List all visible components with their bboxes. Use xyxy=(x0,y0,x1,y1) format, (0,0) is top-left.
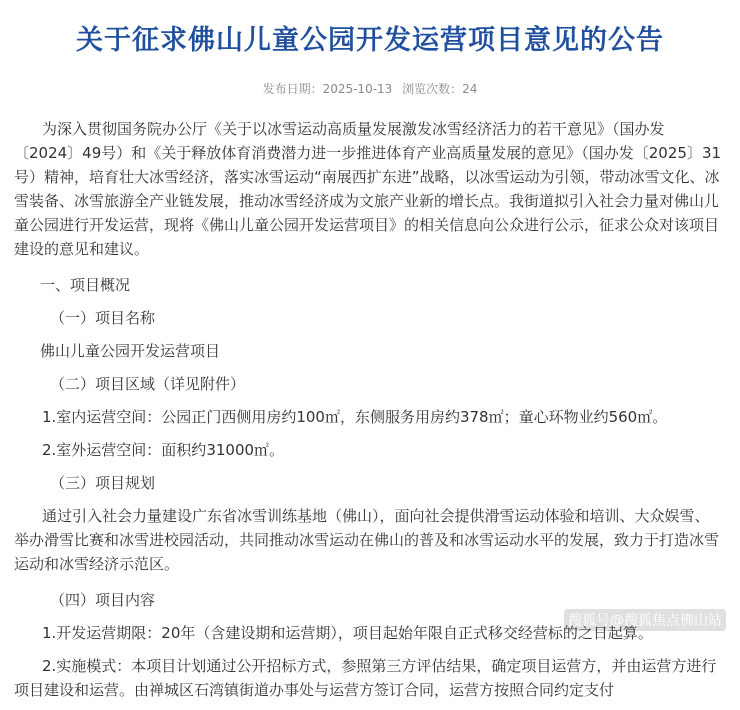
project-plan-heading: （三）项目规划 xyxy=(50,474,156,492)
publish-date: 发布日期：2025-10-13 xyxy=(262,82,393,96)
project-plan-text: 通过引入社会力量建设广东省冰雪训练基地（佛山），面向社会提供滑雪运动体验和培训、大众娱雪、举办滑雪比赛和冰雪进校园活动，共同推动冰雪运动在佛山的普及和冰雪运动水平的发展，致力于打造冰雪运动和冰雪经济示范区。 xyxy=(14,507,720,573)
project-area-heading: （二）项目区域（详见附件） xyxy=(50,375,246,393)
watermark: 搜狐号@搜狐焦点佛山站 xyxy=(564,609,726,631)
project-content-term: 1.开发运营期限：20年（含建设期和运营期），项目起始年限自正式移交经营标的之日起算。 xyxy=(42,624,653,642)
intro-paragraph: 为深入贯彻国务院办公厅《关于以冰雪运动高质量发展激发冰雪经济活力的若干意见》（国办发〔2024〕49号）和《关于释放体育消费潜力进一步推进体育产业高质量发展的意见》（国办发〔2025〕31号）精神，培育壮大冰雪经济，落实冰雪运动“南展西扩东进”战略，以冰雪运动为引领，带动冰雪文化、冰雪装备、冰雪旅游全产业链发展，推动冰雪经济成为文旅产业新的增长点。我街道拟引入社会力量对佛山儿童公园进行开发运营，现将《佛山儿童公园开发运营项目》的相关信息向公众进行公示，征求公众对该项目建设的意见和建议。 xyxy=(14,120,722,258)
project-name-heading: （一）项目名称 xyxy=(50,309,156,327)
project-content-heading: （四）项目内容 xyxy=(50,591,156,609)
project-area-indoor: 1.室内运营空间：公园正门西侧用房约100㎡，东侧服务用房约378㎡；童心环物业约560㎡。 xyxy=(42,408,668,426)
project-content-mode: 2.实施模式：本项目计划通过公开招标方式，参照第三方评估结果，确定项目运营方，并由运营方进行项目建设和运营。由禅城区石湾镇街道办事处与运营方签订合同，运营方按照合同约定支付 xyxy=(14,657,717,699)
meta-info xyxy=(0,80,740,97)
section-overview-heading: 一、项目概况 xyxy=(40,276,131,294)
page-title: 关于征求佛山儿童公园开发运营项目意见的公告 xyxy=(76,25,664,56)
view-count: 浏览次数：24 xyxy=(402,82,478,96)
project-name-value: 佛山儿童公园开发运营项目 xyxy=(40,342,221,360)
project-area-outdoor: 2.室外运营空间：面积约31000㎡。 xyxy=(42,441,285,459)
